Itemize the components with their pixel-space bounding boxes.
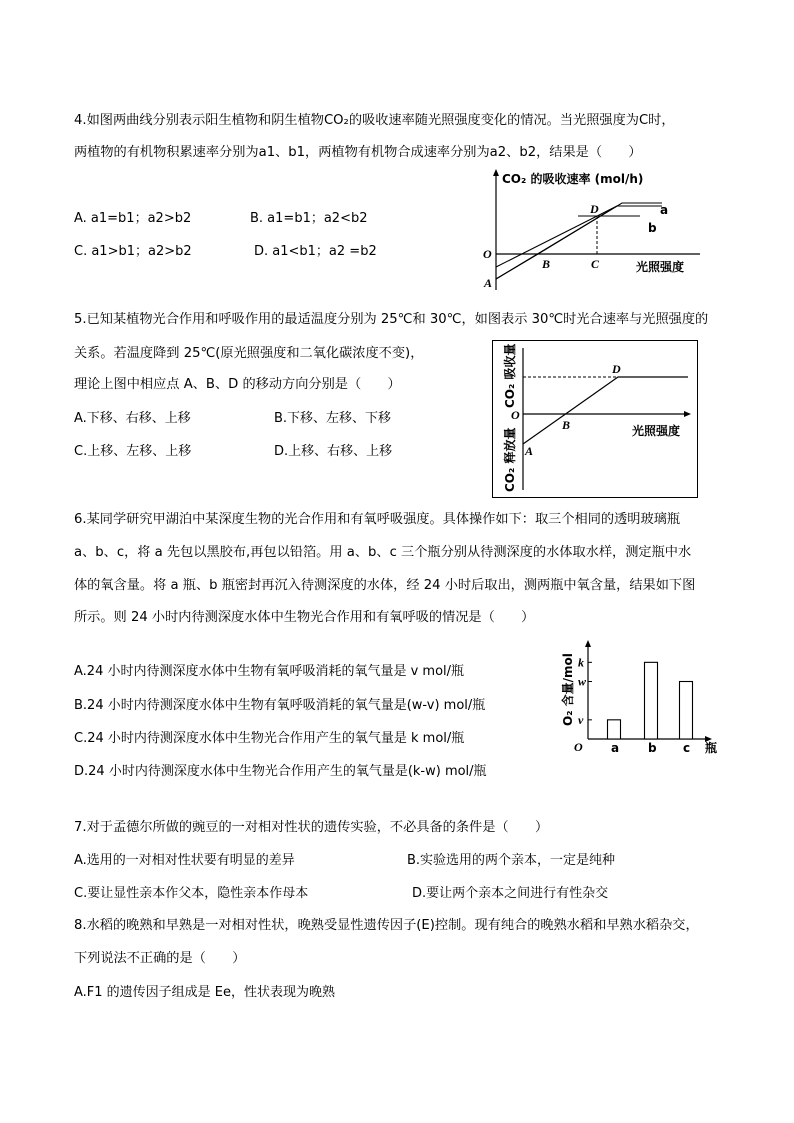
q4-origin: O — [483, 247, 492, 261]
q8-option-a: A.F1 的遗传因子组成是 Ee，性状表现为晚熟 — [74, 985, 336, 1000]
q6-stem-line2: a、b、c，将 a 先包以黑胶布,再包以铅箔。用 a、b、c 三个瓶分别从待测深度的水体取水样，测定瓶中水 — [74, 545, 692, 560]
q6-option-d: D.24 小时内待测深度水体中生物光合作用产生的氧气量是(k-w) mol/瓶 — [74, 764, 487, 779]
q5-ylabel-bottom: CO₂ 释放量 — [503, 427, 517, 492]
q5-point-a: A — [525, 444, 534, 458]
q6-stem-line3: 体的氧含量。将 a 瓶、b 瓶密封再沉入待测深度的水体，经 24 小时后取出，测两瓶中氧含量，结果如下图 — [74, 578, 696, 593]
q8-stem-line1: 8.水稻的晚熟和早熟是一对相对性状，晚熟受显性遗传因子(E)控制。现有纯合的晚熟水稻和早熟水稻杂交， — [74, 918, 699, 933]
q4-option-b: B. a1=b1；a2<b2 — [250, 211, 368, 226]
q6-stem-line1: 6.某同学研究甲湖泊中某深度生物的光合作用和有氧呼吸强度。具体操作如下：取三个相同的透明玻璃瓶 — [74, 512, 681, 527]
q5-chart — [492, 340, 698, 498]
q6-xlabel: 瓶 — [705, 741, 718, 755]
q6-option-a: A.24 小时内待测深度水体中生物有氧呼吸消耗的氧气量是 v mol/瓶 — [74, 664, 465, 679]
q6-bar-chart — [558, 638, 728, 758]
q5-option-b: B.下移、左移、下移 — [274, 411, 392, 426]
q6-ytick-label-k: k — [578, 655, 584, 670]
q6-category-label-b: b — [648, 741, 657, 755]
q5-option-d: D.上移、右移、上移 — [274, 444, 393, 459]
q6-option-c: C.24 小时内待测深度水体中生物光合作用产生的氧气量是 k mol/瓶 — [74, 731, 465, 746]
q5-ylabel-top: CO₂ 吸收量 — [503, 343, 517, 408]
q5-origin: O — [511, 408, 520, 422]
q7-option-a: A.选用的一对相对性状要有明显的差异 — [74, 853, 295, 868]
q4-stem-line2: 两植物的有机物积累速率分别为a1、b1，两植物有机物合成速率分别为a2、b2，结果是（ ） — [74, 145, 642, 160]
q4-stem-line1: 4.如图两曲线分别表示阳生植物和阴生植物CO₂的吸收速率随光照强度变化的情况。当光照强度为C时， — [74, 113, 675, 128]
q4-option-a: A. a1=b1；a2>b2 — [74, 211, 192, 226]
q6-ytick-label-v: v — [578, 712, 584, 727]
q8-stem-line2: 下列说法不正确的是（ ） — [74, 951, 246, 966]
q4-point-b: B — [542, 257, 551, 271]
q6-ytick-label-w: w — [578, 674, 587, 689]
q4-ylabel: CO₂ 的吸收速率 (mol/h) — [502, 172, 644, 186]
q5-option-c: C.上移、左移、上移 — [74, 444, 192, 459]
q6-category-label-c: c — [683, 741, 691, 755]
q4-option-d: D. a1<b1；a2 =b2 — [254, 244, 377, 259]
q6-bar-b — [645, 662, 658, 739]
q4-point-d: D — [590, 202, 599, 216]
q5-stem-line2: 关系。若温度降到 25℃(原光照强度和二氧化碳浓度不变)， — [74, 346, 424, 361]
q5-xlabel: 光照强度 — [632, 424, 681, 438]
q4-point-c: C — [591, 257, 600, 271]
q6-ylabel: O₂ 含量/mol — [561, 653, 575, 726]
q6-bar-a — [608, 720, 621, 739]
q6-option-b: B.24 小时内待测深度水体中生物有氧呼吸消耗的氧气量是(w-v) mol/瓶 — [74, 698, 486, 713]
q6-origin: O — [574, 740, 583, 754]
q7-stem-line1: 7.对于孟德尔所做的豌豆的一对相对性状的遗传实验，不必具备的条件是（ ） — [74, 820, 549, 835]
q4-chart — [478, 168, 710, 294]
q4-label-a: a — [660, 203, 669, 217]
q5-stem-line3: 理论上图中相应点 A、B、D 的移动方向分别是（ ） — [74, 377, 401, 392]
q6-category-label-a: a — [611, 741, 620, 755]
q4-point-a: A — [484, 276, 493, 290]
q5-option-a: A.下移、右移、上移 — [74, 411, 191, 426]
q6-stem-line4: 所示。则 24 小时内待测深度水体中生物光合作用和有氧呼吸的情况是（ ） — [74, 610, 535, 625]
q7-option-d: D.要让两个亲本之间进行有性杂交 — [412, 886, 609, 901]
q5-point-d: D — [612, 362, 621, 376]
q5-stem-line1: 5.已知某植物光合作用和呼吸作用的最适温度分别为 25℃和 30℃，如图表示 30℃时光合速率与光照强度的 — [74, 312, 709, 327]
q4-label-b: b — [648, 221, 657, 235]
q6-bar-c — [680, 682, 693, 740]
q4-option-c: C. a1>b1；a2>b2 — [74, 244, 192, 259]
q4-xlabel: 光照强度 — [636, 260, 685, 274]
q7-option-c: C.要让显性亲本作父本，隐性亲本作母本 — [74, 886, 309, 901]
q5-point-b: B — [562, 418, 571, 432]
q7-option-b: B.实验选用的两个亲本，一定是纯种 — [407, 853, 616, 868]
